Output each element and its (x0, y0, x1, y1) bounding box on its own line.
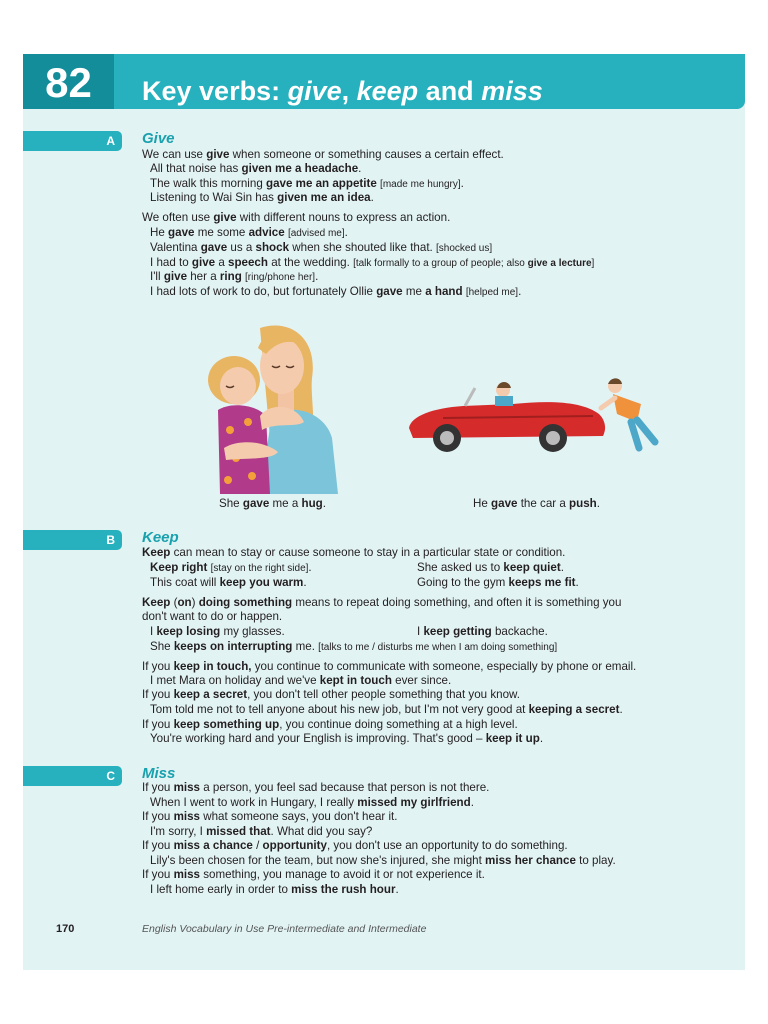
page-number: 170 (56, 923, 75, 935)
section-tab-c (23, 766, 122, 786)
tab-label: C (106, 769, 115, 783)
text-line: If you miss a chance / opportunity, you don't use an opportunity to do something. (142, 839, 568, 852)
text-line: We can use give when someone or something causes a certain effect. (142, 148, 504, 161)
example-line: She asked us to keep quiet. (417, 561, 564, 574)
title-part: , (341, 76, 357, 106)
title-keep: keep (356, 76, 419, 106)
example-line: She keeps on interrupting me. [talks to me / disturbs me when I am doing something] (150, 640, 558, 653)
example-line: All that noise has given me a headache. (150, 162, 362, 175)
section-heading-give: Give (142, 130, 175, 147)
caption-push: He gave the car a push. (473, 497, 600, 510)
example-line: I'll give her a ring [ring/phone her]. (150, 270, 319, 283)
example-line: The walk this morning gave me an appetite [made me hungry]. (150, 177, 464, 190)
example-line: I met Mara on holiday and we've kept in touch ever since. (150, 674, 452, 687)
hug-illustration (200, 318, 350, 496)
section-heading-miss: Miss (142, 765, 176, 782)
book-title: English Vocabulary in Use Pre-intermediate and Intermediate (142, 923, 427, 935)
text-line: If you miss what someone says, you don't hear it. (142, 810, 398, 823)
section-heading-keep: Keep (142, 529, 179, 546)
example-line: This coat will keep you warm. (150, 576, 307, 589)
caption-hug: She gave me a hug. (219, 497, 326, 510)
unit-title (142, 74, 543, 108)
example-line: Going to the gym keeps me fit. (417, 576, 579, 589)
example-line: Lily's been chosen for the team, but now she's injured, she might miss her chance to play. (150, 854, 616, 867)
text-line: We often use give with different nouns to express an action. (142, 211, 451, 224)
title-miss: miss (481, 76, 543, 106)
example-line: You're working hard and your English is improving. That's good – keep it up. (150, 732, 544, 745)
text-line: If you keep a secret, you don't tell other people something that you know. (142, 688, 520, 701)
text-line: If you keep in touch, you continue to communicate with someone, especially by phone or email. (142, 660, 637, 673)
example-line: Valentina gave us a shock when she shouted like that. [shocked us] (150, 241, 493, 254)
text-line: If you miss a person, you feel sad because that person is not there. (142, 781, 490, 794)
example-line: I keep getting backache. (417, 625, 548, 638)
unit-number: 82 (45, 59, 92, 106)
text-line: If you keep something up, you continue doing something at a high level. (142, 718, 518, 731)
example-line: Tom told me not to tell anyone about his new job, but I'm not very good at keeping a secret. (150, 703, 623, 716)
example-line: Keep right [stay on the right side]. (150, 561, 312, 574)
tab-label: A (106, 134, 115, 148)
section-tab-a (23, 131, 122, 151)
example-line: I left home early in order to miss the rush hour. (150, 883, 399, 896)
example-line: I keep losing my glasses. (150, 625, 285, 638)
section-tab-b (23, 530, 122, 550)
example-line: He gave me some advice [advised me]. (150, 226, 348, 239)
text-line: Keep (on) doing something means to repeat doing something, and often it is something you (142, 596, 622, 609)
title-give: give (287, 76, 342, 106)
text-line: Keep can mean to stay or cause someone to stay in a particular state or condition. (142, 546, 566, 559)
example-line: I had lots of work to do, but fortunately Ollie gave me a hand [helped me]. (150, 285, 522, 298)
push-illustration (403, 378, 675, 458)
example-line: When I went to work in Hungary, I really missed my girlfriend. (150, 796, 474, 809)
text-line: don't want to do or happen. (142, 610, 283, 623)
tab-label: B (106, 533, 115, 547)
title-part: Key verbs: (142, 76, 288, 106)
example-line: I'm sorry, I missed that. What did you say? (150, 825, 373, 838)
content-panel (23, 55, 745, 970)
title-part: and (418, 76, 482, 106)
example-line: Listening to Wai Sin has given me an idea. (150, 191, 374, 204)
example-line: I had to give a speech at the wedding. [talk formally to a group of people; also give a lecture] (150, 256, 595, 269)
text-line: If you miss something, you manage to avoid it or not experience it. (142, 868, 485, 881)
